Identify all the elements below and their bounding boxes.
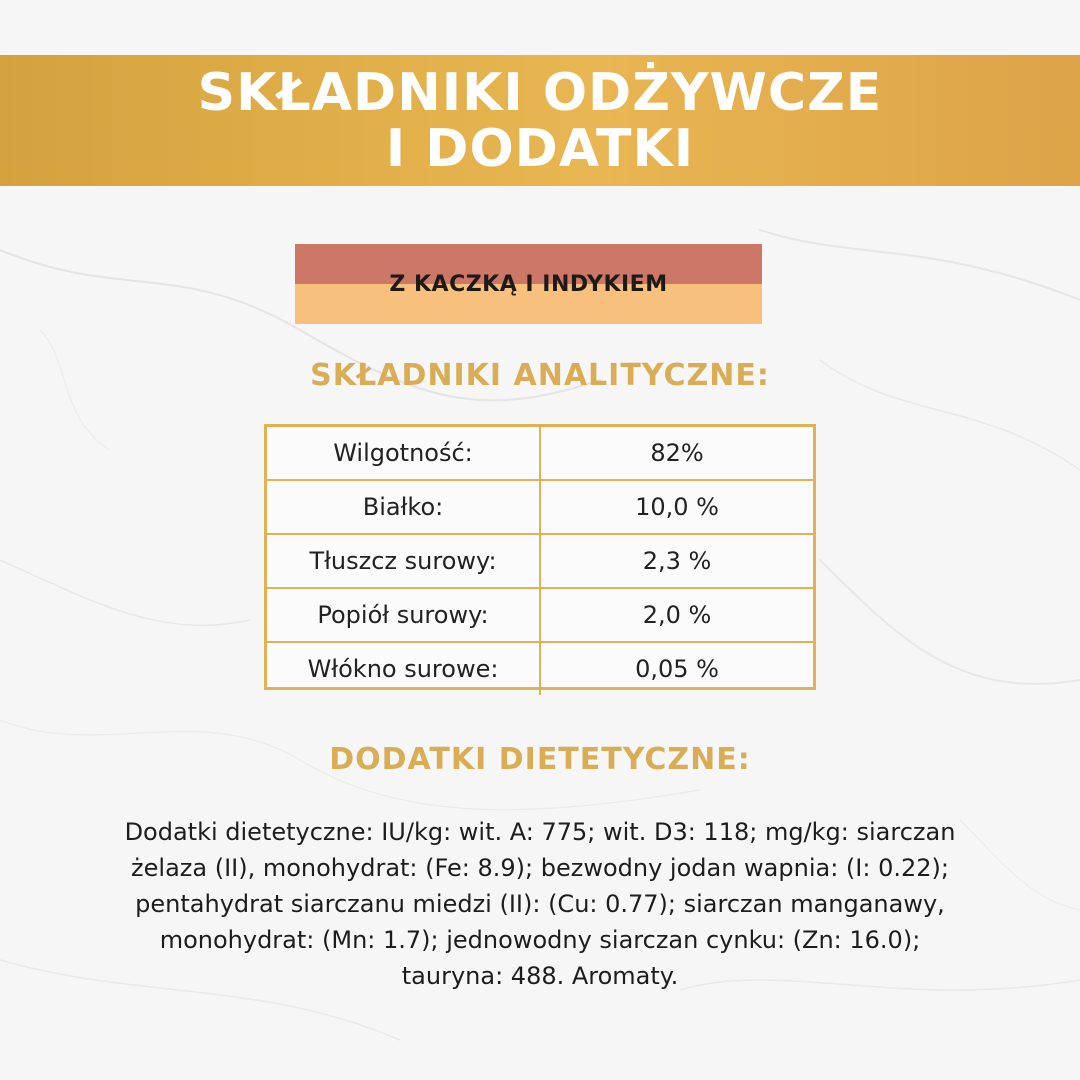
row-value: 82%: [540, 427, 813, 480]
banner-title-line-1: SKŁADNIKI ODŻYWCZE: [197, 62, 883, 123]
dietary-additives-text: Dodatki dietetyczne: IU/kg: wit. A: 775; wit. D3: 118; mg/kg: siarczan żelaza (II), monohydrat: (Fe: 8.9); bezwodny jodan wapnia: (I: 0.22); pentahydrat siarczanu miedzi (II): (Cu: 0.77); siarczan manganawy, monohydrat: (Mn: 1.7); jednowodny siarczan cynku: (Zn: 16.0); tauryna: 488. Aromaty.: [124, 818, 956, 990]
analytic-table-grid: [267, 427, 813, 695]
variant-label: Z KACZKĄ I INDYKIEM: [389, 271, 668, 297]
row-value: 2,0 %: [540, 588, 813, 642]
row-label: Wilgotność:: [267, 427, 540, 480]
analytic-table: [264, 424, 816, 690]
row-label: Białko:: [267, 480, 540, 534]
table-row: [267, 427, 813, 480]
variant-label-box: [295, 244, 762, 324]
row-value: 0,05 %: [540, 642, 813, 695]
table-row: [267, 534, 813, 588]
title-banner: [0, 55, 1080, 186]
dietary-section-title: DODATKI DIETETYCZNE:: [329, 742, 751, 777]
row-label: Popiół surowy:: [267, 588, 540, 642]
row-label: Włókno surowe:: [267, 642, 540, 695]
row-value: 10,0 %: [540, 480, 813, 534]
table-row: [267, 642, 813, 695]
table-row: [267, 588, 813, 642]
row-label: Tłuszcz surowy:: [267, 534, 540, 588]
row-value: 2,3 %: [540, 534, 813, 588]
analytic-section-title: SKŁADNIKI ANALITYCZNE:: [310, 358, 770, 393]
table-row: [267, 480, 813, 534]
banner-title-line-2: I DODATKI: [385, 118, 695, 179]
